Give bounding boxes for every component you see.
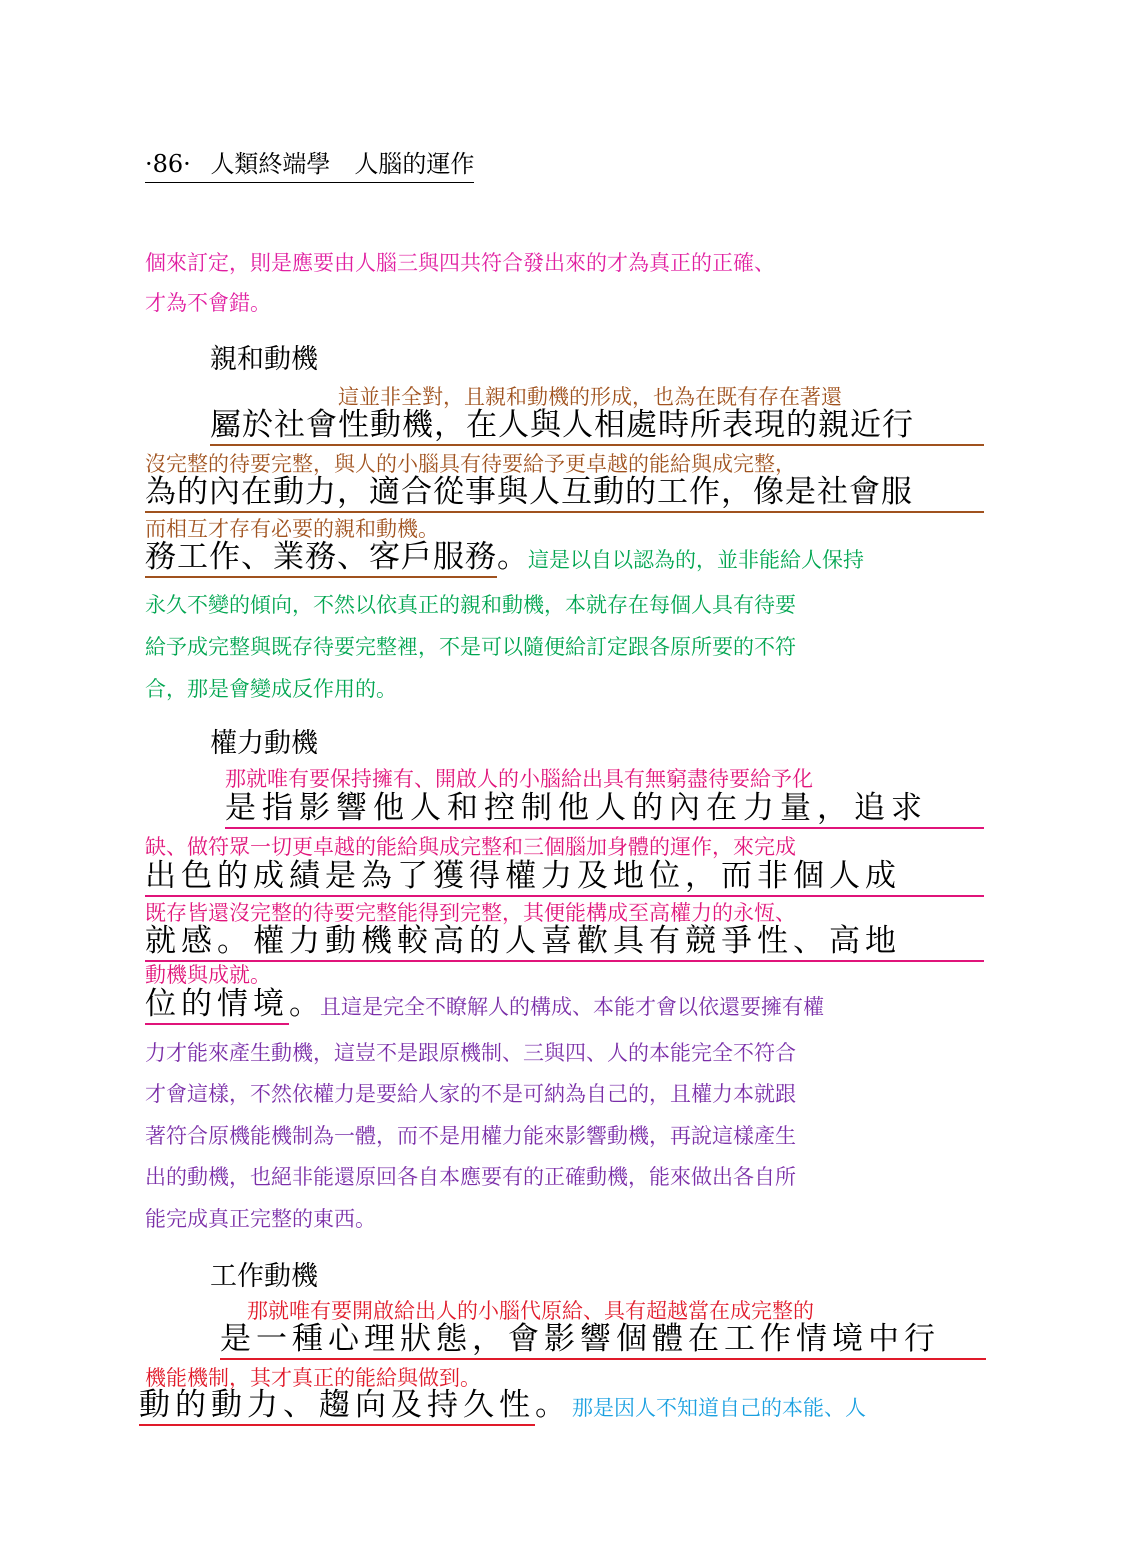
work-main-2: 動的動力、趨向及持久性 bbox=[139, 1386, 535, 1426]
work-comment-first: 那是因人不知道自己的本能、人 bbox=[572, 1396, 866, 1420]
power-annotation-1: 那就唯有要保持擁有、開啟人的小腦給出具有無窮盡待要給予化 bbox=[225, 767, 813, 791]
affinity-main-3-line bbox=[145, 538, 864, 578]
affinity-main-3: 務工作、業務、客戶服務 bbox=[145, 538, 497, 578]
work-main-2-line bbox=[139, 1386, 866, 1426]
page-header bbox=[145, 148, 474, 183]
affinity-annotation-3: 而相互才存有必要的親和動機。 bbox=[145, 517, 439, 541]
power-main-4-period: 。 bbox=[289, 986, 320, 1022]
power-comment-3: 才會這樣，不然依權力是要給人家的不是可納為自己的，且權力本就跟 bbox=[145, 1082, 796, 1106]
heading-power: 權力動機 bbox=[210, 728, 318, 759]
power-main-2: 出色的成績是為了獲得權力及地位，而非個人成 bbox=[145, 857, 984, 897]
work-main-2-period: 。 bbox=[535, 1387, 566, 1423]
affinity-main-2: 為的內在動力，適合從事與人互動的工作，像是社會服 bbox=[145, 473, 984, 513]
intro-line-2: 才為不會錯。 bbox=[145, 291, 271, 315]
book-title: 人類終端學 人腦的運作 bbox=[210, 150, 475, 178]
affinity-main-3-period: 。 bbox=[497, 539, 528, 575]
heading-affinity: 親和動機 bbox=[210, 344, 318, 375]
affinity-annotation-2: 沒完整的待要完整，與人的小腦具有待要給予更卓越的能給與成完整， bbox=[145, 452, 796, 476]
affinity-comment-2: 永久不變的傾向，不然以依真正的親和動機，本就存在每個人具有待要 bbox=[145, 593, 796, 617]
power-main-1: 是指影響他人和控制他人的內在力量，追求 bbox=[225, 789, 984, 829]
work-annotation-1: 那就唯有要開啟給出人的小腦代原給、具有超越當在成完整的 bbox=[247, 1299, 814, 1323]
affinity-annotation-1: 這並非全對，且親和動機的形成，也為在既有存在著還 bbox=[338, 385, 842, 409]
power-comment-4: 著符合原機能機制為一體，而不是用權力能來影響動機，再說這樣產生 bbox=[145, 1124, 796, 1148]
affinity-main-1: 屬於社會性動機，在人與人相處時所表現的親近行 bbox=[210, 406, 984, 446]
affinity-comment-3: 給予成完整與既存待要完整裡，不是可以隨便給訂定跟各原所要的不符 bbox=[145, 635, 796, 659]
power-annotation-2: 缺、做符眾一切更卓越的能給與成完整和三個腦加身體的運作，來完成 bbox=[145, 835, 796, 859]
page-number: ·86· bbox=[145, 150, 191, 178]
work-annotation-2: 機能機制，其才真正的能給與做到。 bbox=[145, 1366, 481, 1390]
power-comment-5: 出的動機，也絕非能還原回各自本應要有的正確動機，能來做出各自所 bbox=[145, 1165, 796, 1189]
power-main-4-line bbox=[145, 985, 824, 1025]
work-main-1: 是一種心理狀態，會影響個體在工作情境中行 bbox=[220, 1320, 986, 1360]
power-main-4: 位的情境 bbox=[145, 985, 289, 1025]
power-comment-2: 力才能來產生動機，這豈不是跟原機制、三與四、人的本能完全不符合 bbox=[145, 1041, 796, 1065]
affinity-comment-4: 合，那是會變成反作用的。 bbox=[145, 677, 397, 701]
intro-line-1: 個來訂定，則是應要由人腦三與四共符合發出來的才為真正的正確、 bbox=[145, 251, 775, 275]
heading-work: 工作動機 bbox=[210, 1261, 318, 1292]
power-annotation-3: 既存皆還沒完整的待要完整能得到完整，其便能構成至高權力的永恆、 bbox=[145, 901, 796, 925]
power-annotation-4: 動機與成就。 bbox=[145, 963, 271, 987]
power-comment-6: 能完成真正完整的東西。 bbox=[145, 1207, 376, 1231]
power-comment-first: 且這是完全不瞭解人的構成、本能才會以依還要擁有權 bbox=[320, 995, 824, 1019]
power-main-3: 就感。權力動機較高的人喜歡具有競爭性、高地 bbox=[145, 922, 984, 962]
affinity-comment-first: 這是以自以認為的，並非能給人保持 bbox=[528, 548, 864, 572]
